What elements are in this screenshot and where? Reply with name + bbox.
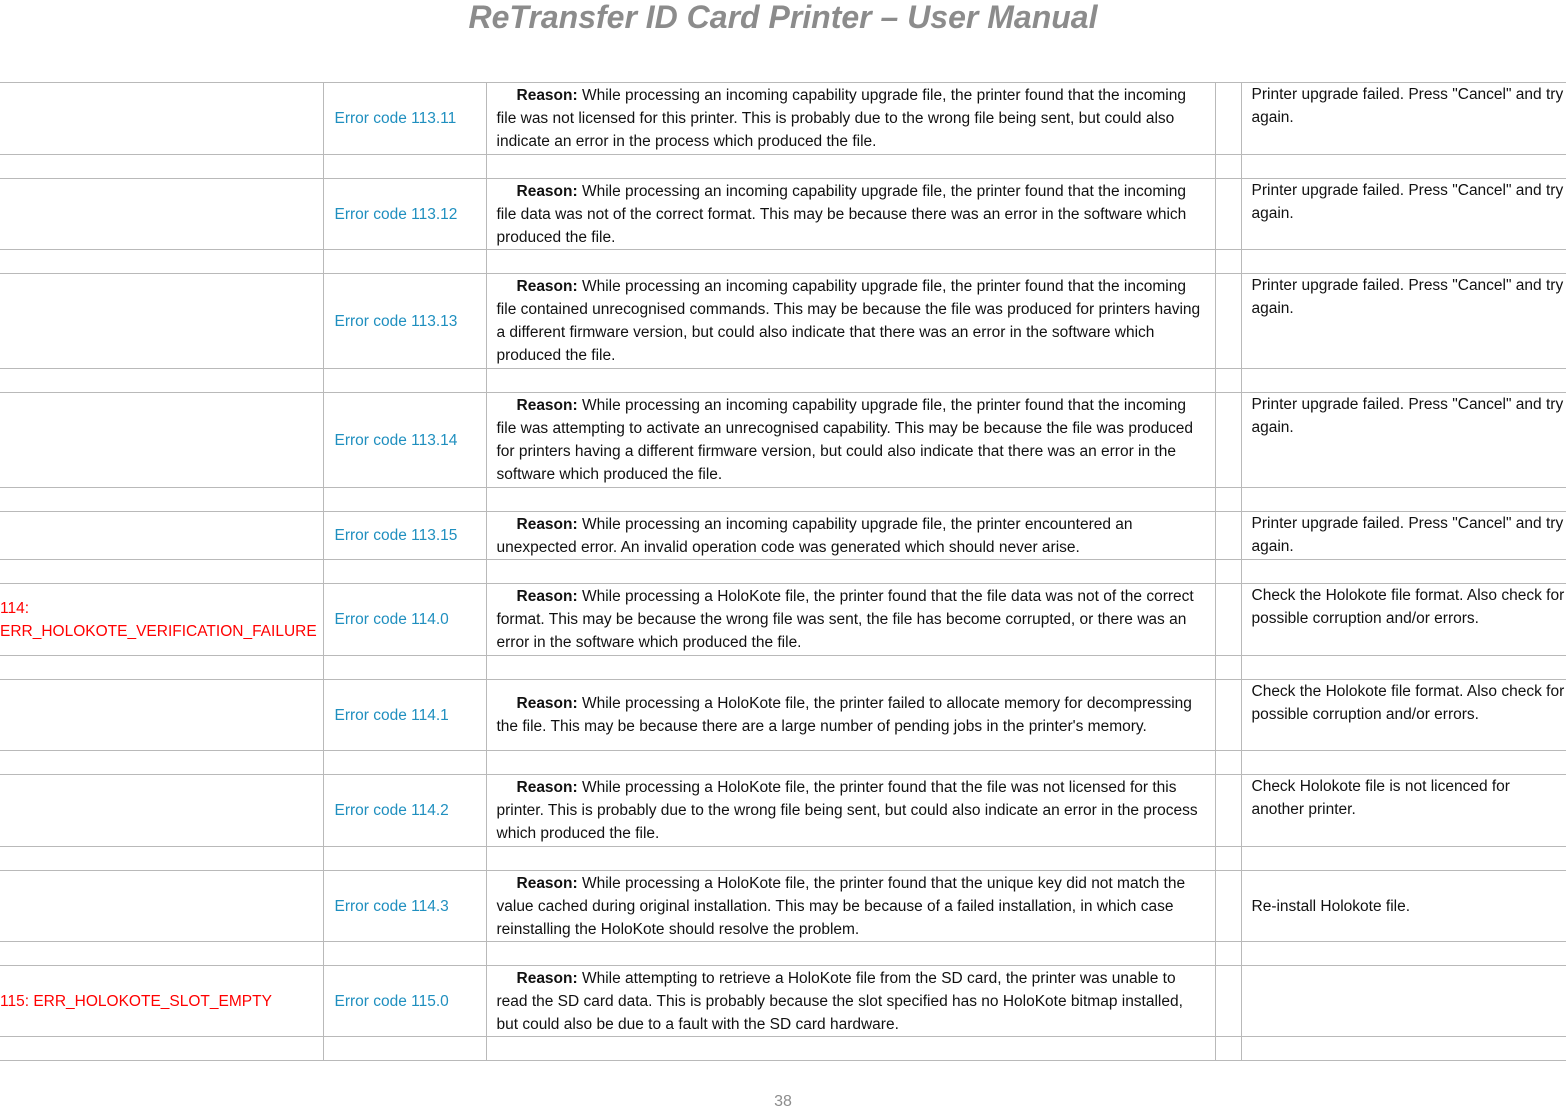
action-cell: Check the Holokote file format. Also check for possible corruption and/or errors. [1241,584,1566,656]
error-code-cell: Error code 114.1 [323,680,486,751]
error-name-cell [0,83,323,155]
reason-cell [486,871,1215,942]
table-row [0,512,1566,560]
reason-text: While attempting to retrieve a HoloKote file from the SD card, the printer was unable to read the SD card data. This is probably because the slot specified has no HoloKote bitmap installed, but could also be due to a fault with the SD card hardware. [496,969,1183,1033]
table-row [0,393,1566,488]
reason-label: Reason: [516,779,578,796]
reason-label: Reason: [516,588,578,605]
error-code-cell: Error code 114.0 [323,584,486,656]
spacer-row [0,847,1566,871]
spacer-row [0,369,1566,393]
reason-cell [486,393,1215,488]
spacer-row [0,751,1566,775]
action-cell: Check Holokote file is not licenced for another printer. [1241,775,1566,847]
error-name-cell [0,512,323,560]
reason-cell [486,680,1215,751]
reason-label: Reason: [516,278,578,295]
action-cell: Printer upgrade failed. Press "Cancel" and try again. [1241,179,1566,250]
table-row [0,274,1566,369]
reason-label: Reason: [516,695,578,712]
reason-cell [486,83,1215,155]
error-name-cell: 114: ERR_HOLOKOTE_VERIFICATION_FAILURE [0,584,323,656]
reason-cell [486,584,1215,656]
action-cell: Re-install Holokote file. [1241,871,1566,942]
reason-text: While processing a HoloKote file, the printer found that the unique key did not match the value cached during original installation. This may be because of a failed installation, in which case reinstalling the HoloKote should resolve the problem. [496,874,1186,938]
error-code-cell: Error code 115.0 [323,966,486,1037]
error-code-cell: Error code 113.11 [323,83,486,155]
reason-label: Reason: [516,87,578,104]
table-row [0,871,1566,942]
reason-text: While processing an incoming capability upgrade file, the printer found that the incoming file data was not of the correct format. This may be because there was an error in the software which produced the file. [496,182,1187,246]
error-name-cell [0,871,323,942]
reason-text: While processing an incoming capability upgrade file, the printer found that the incoming file contained unrecognised commands. This may be because the file was produced for printers having a different firmware version, but could also indicate that there was an error in the software which produced the file. [496,278,1201,364]
spacer-row [0,155,1566,179]
error-code-cell: Error code 113.13 [323,274,486,369]
blank-cell [1215,393,1241,488]
reason-label: Reason: [516,969,578,987]
reason-text: While processing an incoming capability upgrade file, the printer found that the incoming file was not licensed for this printer. This is probably due to the wrong file being sent, but could also indicate an error in the process which produced the file. [496,87,1186,150]
error-name-cell [0,775,323,847]
page-number: 38 [774,1093,792,1110]
reason-label: Reason: [516,874,578,892]
action-cell: Printer upgrade failed. Press "Cancel" and try again. [1241,393,1566,488]
blank-cell [1215,83,1241,155]
blank-cell [1215,179,1241,250]
error-name-cell: 115: ERR_HOLOKOTE_SLOT_EMPTY [0,966,323,1037]
reason-cell [486,179,1215,250]
table-row [0,775,1566,847]
blank-cell [1215,680,1241,751]
error-name-cell [0,680,323,751]
blank-cell [1215,775,1241,847]
action-cell: Printer upgrade failed. Press "Cancel" and try again. [1241,512,1566,560]
spacer-row [0,488,1566,512]
reason-text: While processing a HoloKote file, the printer failed to allocate memory for decompressing the file. This may be because there are a large number of pending jobs in the printer's memory. [496,695,1192,735]
error-code-cell: Error code 113.15 [323,512,486,560]
reason-text: While processing an incoming capability upgrade file, the printer encountered an unexpected error. An invalid operation code was generated which should never arise. [496,515,1133,556]
spacer-row [0,250,1566,274]
document-title: ReTransfer ID Card Printer – User Manual [468,0,1098,35]
table-row [0,966,1566,1037]
error-name-cell [0,179,323,250]
error-code-cell: Error code 114.3 [323,871,486,942]
action-cell: Printer upgrade failed. Press "Cancel" and try again. [1241,83,1566,155]
blank-cell [1215,512,1241,560]
blank-cell [1215,584,1241,656]
error-code-cell: Error code 114.2 [323,775,486,847]
reason-text: While processing a HoloKote file, the printer found that the file was not licensed for this printer. This is probably due to the wrong file being sent, but could also indicate an error in the process which produced the file. [496,779,1198,842]
error-code-table [0,82,1566,1061]
spacer-row [0,560,1566,584]
reason-text: While processing a HoloKote file, the printer found that the file data was not of the correct format. This may be because the wrong file was sent, the file has become corrupted, or there was an error in the software which produced the file. [496,588,1194,651]
spacer-row [0,1037,1566,1061]
error-code-cell: Error code 113.14 [323,393,486,488]
table-row [0,680,1566,751]
table-row [0,584,1566,656]
reason-cell [486,274,1215,369]
blank-cell [1215,871,1241,942]
blank-cell [1215,274,1241,369]
reason-cell [486,775,1215,847]
error-name-cell [0,274,323,369]
reason-label: Reason: [516,397,578,414]
spacer-row [0,656,1566,680]
action-cell: Check the Holokote file format. Also check for possible corruption and/or errors. [1241,680,1566,751]
error-code-cell: Error code 113.12 [323,179,486,250]
reason-label: Reason: [516,515,578,533]
reason-cell [486,512,1215,560]
reason-label: Reason: [516,182,578,200]
table-row [0,179,1566,250]
error-name-cell [0,393,323,488]
action-cell: Printer upgrade failed. Press "Cancel" and try again. [1241,274,1566,369]
table-row [0,83,1566,155]
blank-cell [1215,966,1241,1037]
reason-text: While processing an incoming capability upgrade file, the printer found that the incoming file was attempting to activate an unrecognised capability. This may be because the file was produced for printers having a different firmware version, but could also indicate that there was an error in the software which produced the file. [496,397,1193,483]
reason-cell [486,966,1215,1037]
action-cell [1241,966,1566,1037]
spacer-row [0,942,1566,966]
